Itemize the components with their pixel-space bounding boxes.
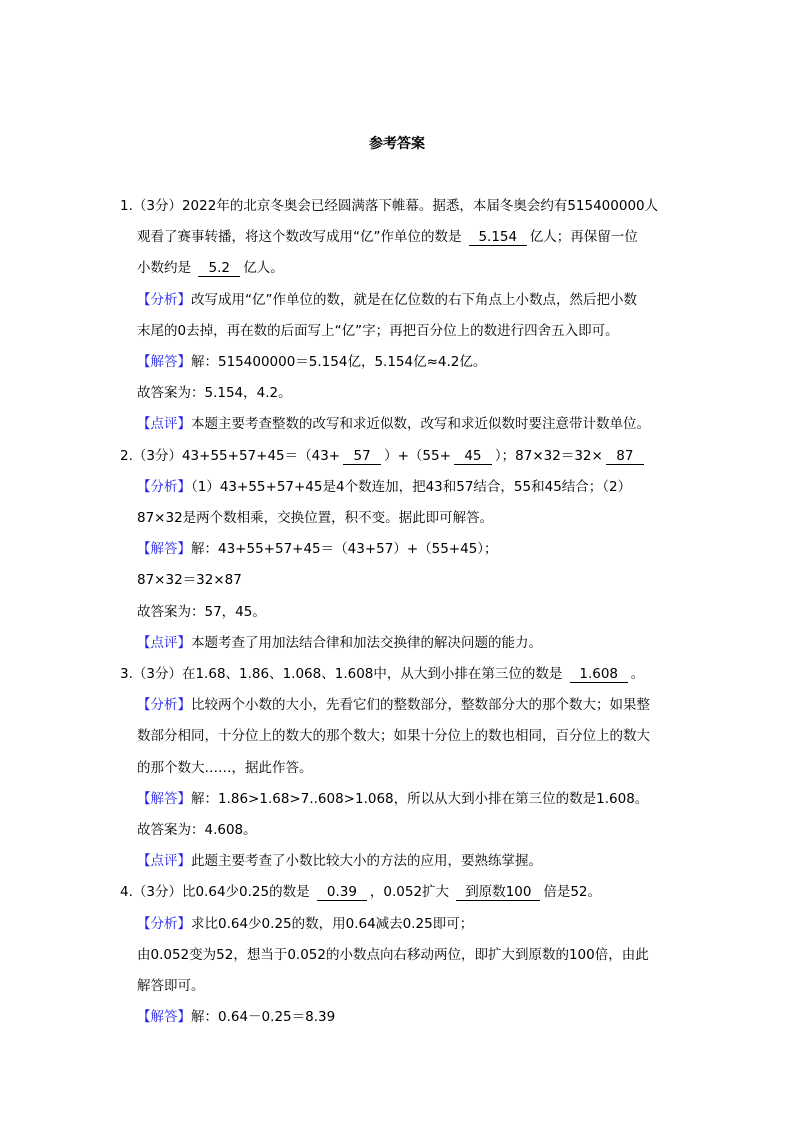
text: 比较两个小数的大小，先看它们的整数部分，整数部分大的那个数大；如果整	[191, 697, 650, 714]
answer-line	[137, 914, 473, 934]
text: 本题主要考查整数的改写和求近似数，改写和求近似数时要注意带计数单位。	[191, 416, 650, 433]
text: 解：0.64－0.25＝8.39	[191, 1009, 336, 1026]
text: 1.（3分）2022年的北京冬奥会已经圆满落下帷幕。据悉，本届冬奥会约有515400000人	[120, 198, 659, 214]
text: 。	[630, 666, 645, 682]
section-tag: 【解答】	[137, 1009, 191, 1026]
section-tag: 【解答】	[137, 790, 191, 807]
text: 2.（3分）43+55+57+45＝（43+	[120, 447, 341, 464]
section-tag: 【分析】	[137, 478, 191, 495]
answer-blank: 87	[606, 448, 644, 465]
text: 故答案为：4.608。	[137, 822, 257, 838]
text: 由0.052变为52，想当于0.052的小数点向右移动两位，即扩大到原数的100倍，由此	[137, 946, 649, 963]
question-line	[120, 882, 601, 902]
text: 观看了赛事转播，将这个数改写成用“亿”作单位的数是	[137, 229, 466, 246]
answer-line	[137, 227, 638, 247]
answer-line	[137, 726, 650, 746]
text: 末尾的0去掉，再在数的后面写上“亿”字；再把百分位上的数进行四舍五入即可。	[137, 322, 619, 339]
answer-line	[137, 508, 493, 528]
text: 亿人。	[243, 260, 284, 277]
text: 解：1.86>1.68>7..608>1.068，所以从大到小排在第三位的数是1.608。	[191, 790, 649, 807]
text: 求比0.64少0.25的数，用0.64减去0.25即可；	[191, 915, 474, 932]
answer-line	[137, 820, 257, 840]
answer-line	[137, 602, 266, 622]
text: 4.（3分）比0.64少0.25的数是	[120, 884, 314, 901]
answer-line	[137, 258, 284, 278]
section-tag: 【分析】	[137, 291, 191, 308]
text: 解：43+55+57+45＝（43+57）+（55+45）；	[191, 541, 498, 558]
text: ）+（55+	[384, 447, 451, 464]
answer-line	[137, 976, 205, 996]
text: ，0.052扩大	[369, 884, 454, 901]
answer-blank: 57	[343, 448, 381, 465]
section-tag: 【点评】	[137, 634, 191, 651]
question-line	[120, 446, 647, 466]
text: 87×32＝32×87	[137, 572, 242, 589]
text: 故答案为：57，45。	[137, 603, 266, 620]
answer-line	[137, 290, 637, 310]
text: 的那个数大……，据此作答。	[137, 759, 313, 776]
section-tag: 【点评】	[137, 416, 191, 433]
text: 本题考查了用加法结合律和加法交换律的解决问题的能力。	[191, 634, 542, 651]
answer-blank: 5.2	[198, 260, 240, 277]
text: 解：515400000＝5.154亿，5.154亿≈4.2亿。	[191, 354, 487, 370]
answer-line	[137, 477, 631, 497]
text: 故答案为：5.154，4.2。	[137, 385, 292, 402]
answer-line	[137, 789, 648, 809]
section-tag: 【解答】	[137, 354, 191, 370]
answer-blank: 5.154	[469, 229, 527, 246]
text: 此题主要考查了小数比较大小的方法的应用，要熟练掌握。	[191, 853, 542, 870]
question-line	[120, 196, 658, 216]
answer-blank: 45	[454, 448, 492, 465]
answer-line	[137, 1007, 335, 1027]
section-tag: 【解答】	[137, 541, 191, 558]
answer-line	[137, 851, 542, 871]
text: 倍是52。	[543, 884, 602, 901]
answer-line	[137, 695, 650, 715]
text: 87×32是两个数相乘，交换位置，积不变。据此即可解答。	[137, 510, 494, 526]
answer-line	[137, 414, 650, 434]
answer-blank: 到原数100	[456, 884, 540, 901]
text: ）；87×32＝32×	[494, 447, 603, 464]
answer-line	[137, 758, 313, 778]
answer-line	[137, 570, 242, 590]
answer-line	[137, 352, 486, 372]
section-tag: 【分析】	[137, 697, 191, 714]
answer-line	[137, 633, 542, 653]
answer-line	[137, 321, 619, 341]
text: （1）43+55+57+45是4个数连加，把43和57结合，55和45结合；（2）	[191, 478, 632, 495]
answer-line	[137, 945, 649, 965]
text: 亿人；再保留一位	[529, 229, 638, 246]
text: 3.（3分）在1.68、1.86、1.068、1.608中，从大到小排在第三位的数是	[120, 666, 567, 682]
text: 解答即可。	[137, 978, 205, 994]
text: 改写成用“亿”作单位的数，就是在亿位数的右下角点上小数点，然后把小数	[191, 291, 637, 308]
text: 小数约是	[137, 260, 196, 277]
text: 数部分相同，十分位上的数大的那个数大；如果十分位上的数也相同，百分位上的数大	[137, 728, 650, 745]
answer-line	[137, 383, 292, 403]
page-title: 参考答案	[369, 136, 425, 152]
answer-blank: 1.608	[570, 666, 628, 683]
section-tag: 【点评】	[137, 853, 191, 870]
question-line	[120, 664, 644, 684]
answer-line	[137, 539, 498, 559]
answer-blank: 0.39	[317, 884, 367, 901]
section-tag: 【分析】	[137, 915, 191, 932]
